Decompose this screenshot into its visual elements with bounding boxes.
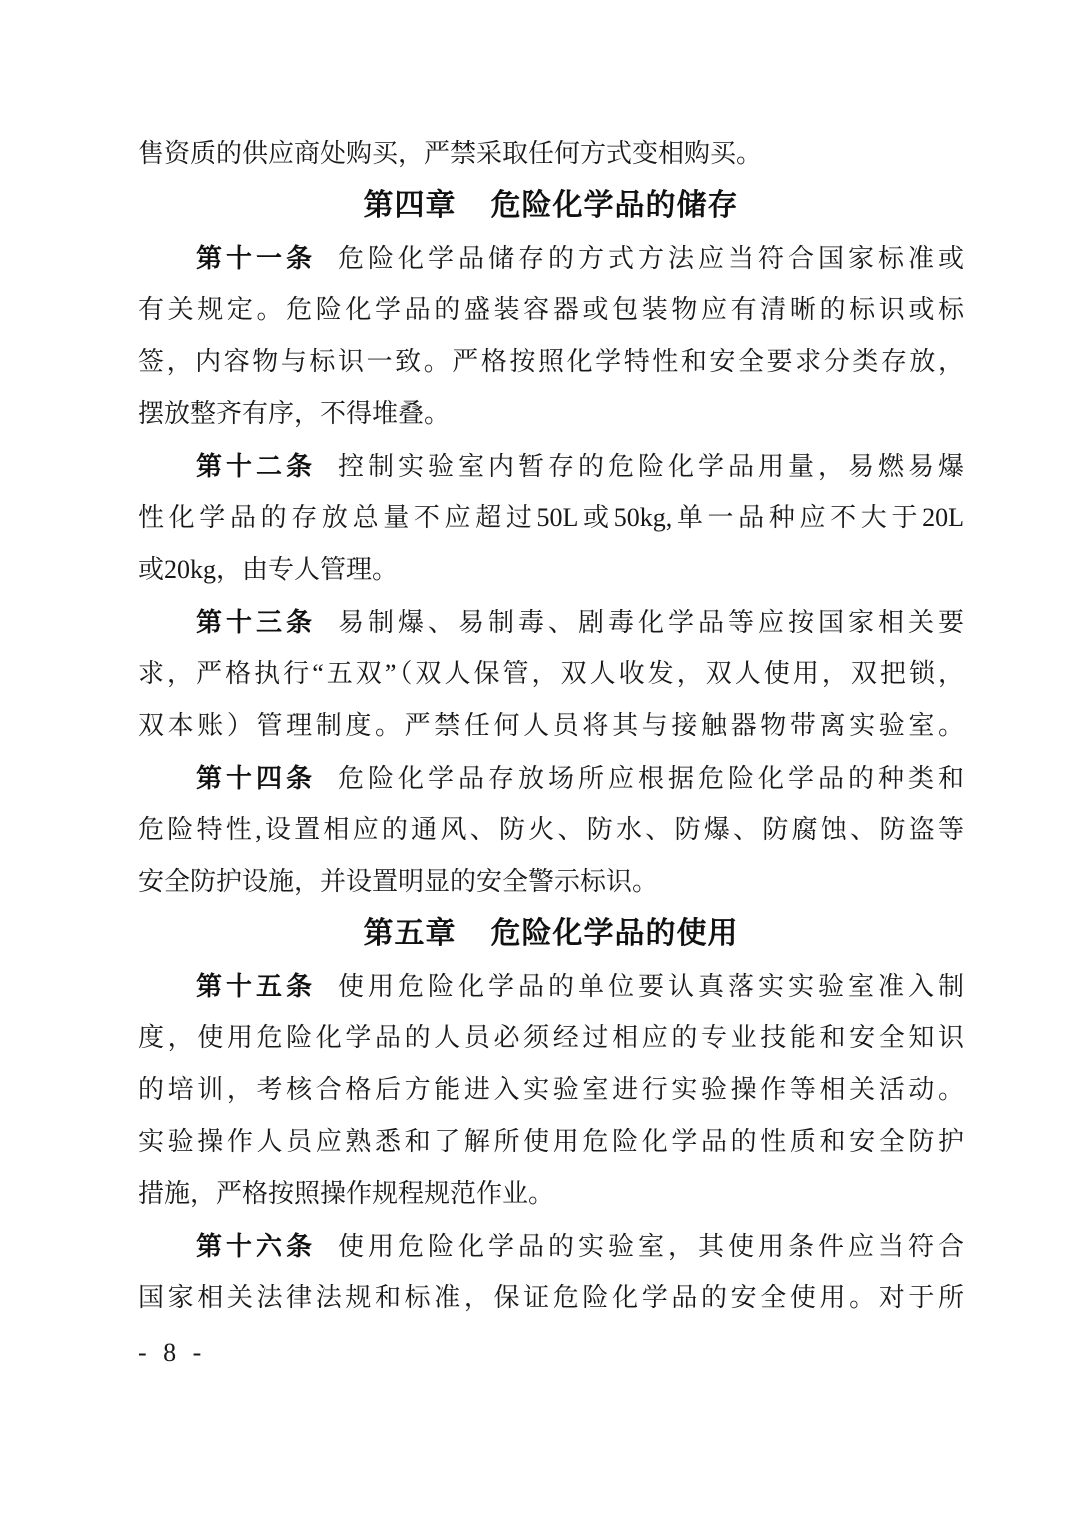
chapter-number: 第四章: [363, 189, 457, 222]
text-line: 求，严格执行“五双”（双人保管，双人收发，双人使用，双把锁，: [138, 659, 964, 688]
text-line: 或20kg，由专人管理。: [138, 555, 399, 584]
text-line: 措施，严格按照操作规程规范作业。: [138, 1179, 555, 1208]
text-line: 售资质的供应商处购买，严禁采取任何方式变相购买。: [138, 139, 763, 168]
chapter-heading: [138, 908, 964, 960]
text-line: [138, 752, 964, 804]
text-line: 安全防护设施，并设置明显的安全警示标识。: [138, 867, 659, 896]
page-number: - 8 -: [138, 1338, 207, 1367]
article-text: 使用危险化学品的单位要认真落实实验室准入制: [338, 972, 964, 1001]
text-line: 签，内容物与标识一致。严格按照化学特性和安全要求分类存放，: [138, 347, 964, 376]
text-line: 国家相关法律法规和标准，保证危险化学品的安全使用。对于所: [138, 1283, 964, 1312]
chapter-title: 危险化学品的使用: [490, 917, 739, 950]
text-line: 度，使用危险化学品的人员必须经过相应的专业技能和安全知识: [138, 1023, 964, 1052]
text-line: 有关规定。危险化学品的盛装容器或包装物应有清晰的标识或标: [138, 295, 964, 324]
article-label: 第十三条: [196, 607, 316, 637]
text-line: [138, 232, 964, 284]
text-line: [138, 440, 964, 492]
article-text: 易制爆、易制毒、剧毒化学品等应按国家相关要: [338, 608, 964, 637]
article-text: 危险化学品储存的方式方法应当符合国家标准或: [338, 244, 964, 273]
article-text: 使用危险化学品的实验室，其使用条件应当符合: [338, 1232, 964, 1261]
text-line: [138, 1220, 964, 1272]
chapter-heading: [138, 180, 964, 232]
text-line: 的培训，考核合格后方能进入实验室进行实验操作等相关活动。: [138, 1075, 964, 1104]
text-line: 摆放整齐有序，不得堆叠。: [138, 399, 451, 428]
article-label: 第十四条: [196, 763, 316, 793]
article-label: 第十六条: [196, 1231, 316, 1261]
article-label: 第十二条: [196, 451, 316, 481]
text-line: [138, 960, 964, 1012]
text-column: [138, 128, 964, 1324]
chapter-number: 第五章: [363, 917, 457, 950]
article-label: 第十一条: [196, 243, 316, 273]
article-text: 控制实验室内暂存的危险化学品用量，易燃易爆: [338, 452, 964, 481]
text-line: [138, 596, 964, 648]
text-line: 性化学品的存放总量不应超过50L或50kg,单一品种应不大于20L: [138, 503, 964, 532]
chapter-title: 危险化学品的储存: [490, 189, 739, 222]
text-line: 实验操作人员应熟悉和了解所使用危险化学品的性质和安全防护: [138, 1127, 964, 1156]
article-text: 危险化学品存放场所应根据危险化学品的种类和: [338, 764, 964, 793]
text-line: 双本账）管理制度。严禁任何人员将其与接触器物带离实验室。: [138, 711, 964, 740]
article-label: 第十五条: [196, 971, 316, 1001]
text-line: 危险特性,设置相应的通风、防火、防水、防爆、防腐蚀、防盗等: [138, 815, 964, 844]
